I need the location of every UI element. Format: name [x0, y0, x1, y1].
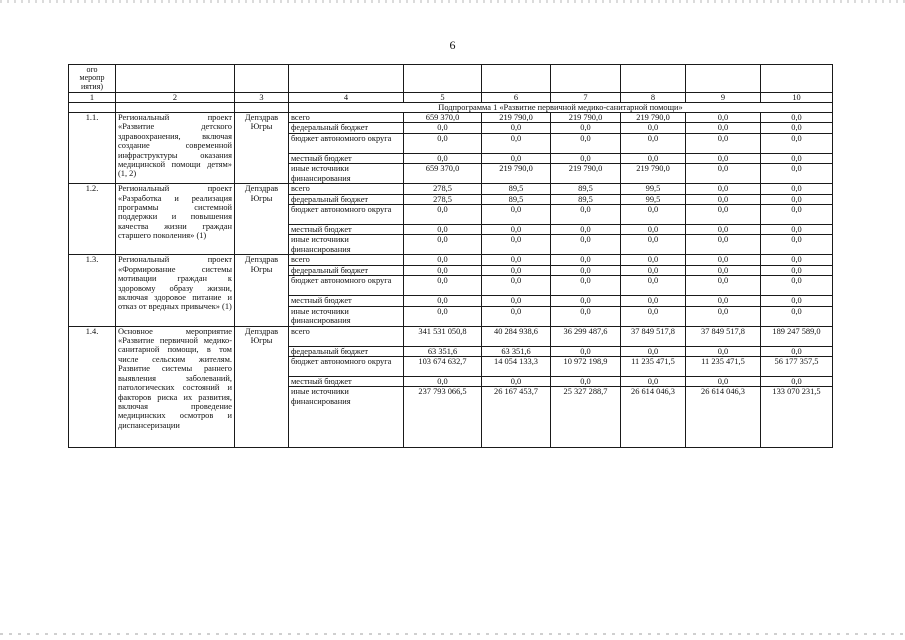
funding-value: 0,0 — [621, 306, 686, 326]
funding-value: 0,0 — [621, 235, 686, 255]
funding-value: 10 972 198,9 — [551, 357, 621, 377]
measure-executor: Депздрав Югры — [235, 184, 289, 255]
funding-value: 0,0 — [686, 225, 761, 235]
funding-value: 0,0 — [404, 306, 482, 326]
funding-value: 0,0 — [621, 123, 686, 133]
funding-value: 0,0 — [482, 276, 551, 296]
funding-value: 0,0 — [761, 265, 833, 275]
funding-source: федеральный бюджет — [289, 123, 404, 133]
measure-number: 1.2. — [69, 184, 116, 255]
funding-value: 0,0 — [482, 377, 551, 387]
scan-artifact-bottom — [0, 633, 905, 635]
funding-value: 0,0 — [482, 306, 551, 326]
funding-value: 0,0 — [621, 346, 686, 356]
funding-value: 0,0 — [404, 123, 482, 133]
column-number-row — [69, 93, 833, 103]
measure-executor: Депздрав Югры — [235, 326, 289, 448]
source-row — [69, 184, 833, 194]
column-number: 7 — [551, 93, 621, 103]
page-number: 6 — [449, 38, 456, 52]
funding-value: 0,0 — [686, 164, 761, 184]
funding-value: 0,0 — [761, 235, 833, 255]
funding-value: 0,0 — [551, 346, 621, 356]
funding-value: 0,0 — [551, 306, 621, 326]
funding-value: 0,0 — [482, 265, 551, 275]
funding-value: 0,0 — [761, 123, 833, 133]
funding-value: 219 790,0 — [621, 113, 686, 123]
column-number: 9 — [686, 93, 761, 103]
funding-value: 26 614 046,3 — [621, 387, 686, 448]
funding-value: 0,0 — [551, 296, 621, 306]
funding-source: бюджет автономного округа — [289, 357, 404, 377]
funding-value: 0,0 — [761, 296, 833, 306]
funding-value: 0,0 — [686, 296, 761, 306]
funding-value: 0,0 — [551, 276, 621, 296]
funding-value: 0,0 — [621, 133, 686, 153]
funding-value: 0,0 — [761, 153, 833, 163]
measure-description: Региональный проект «Разработка и реализация программы системной поддержки и повышения качества жизни граждан старшего поколения» (1) — [116, 184, 235, 255]
funding-source: всего — [289, 113, 404, 123]
source-row — [69, 113, 833, 123]
funding-value: 0,0 — [404, 225, 482, 235]
funding-value: 219 790,0 — [551, 164, 621, 184]
funding-value: 14 054 133,3 — [482, 357, 551, 377]
funding-source: федеральный бюджет — [289, 346, 404, 356]
header-empty-cell — [235, 65, 289, 93]
measure-description: Региональный проект «Развитие детского здравоохранения, включая создание современной инфраструктуры оказания медицинской помощи детям» (1, 2) — [116, 113, 235, 184]
header-empty-cell — [482, 65, 551, 93]
funding-value: 37 849 517,8 — [621, 326, 686, 346]
funding-value: 0,0 — [551, 265, 621, 275]
funding-source: федеральный бюджет — [289, 265, 404, 275]
column-number: 10 — [761, 93, 833, 103]
funding-value: 0,0 — [621, 225, 686, 235]
subprogram-row — [69, 103, 833, 113]
funding-value: 0,0 — [761, 184, 833, 194]
column-number: 8 — [621, 93, 686, 103]
funding-value: 11 235 471,5 — [621, 357, 686, 377]
header-empty-cell — [686, 65, 761, 93]
funding-value: 0,0 — [482, 296, 551, 306]
header-empty-cell — [289, 65, 404, 93]
funding-value: 0,0 — [551, 225, 621, 235]
measure-executor: Депздрав Югры — [235, 255, 289, 326]
funding-value: 0,0 — [761, 276, 833, 296]
funding-value: 0,0 — [761, 306, 833, 326]
funding-value: 278,5 — [404, 184, 482, 194]
funding-value: 63 351,6 — [482, 346, 551, 356]
subprogram-empty-cell — [235, 103, 289, 113]
funding-value: 237 793 066,5 — [404, 387, 482, 448]
funding-value: 0,0 — [551, 205, 621, 225]
measure-number: 1.4. — [69, 326, 116, 448]
funding-value: 36 299 487,6 — [551, 326, 621, 346]
header-empty-cell — [551, 65, 621, 93]
funding-value: 89,5 — [551, 184, 621, 194]
funding-source: бюджет автономного округа — [289, 205, 404, 225]
funding-source: бюджет автономного округа — [289, 276, 404, 296]
funding-value: 0,0 — [621, 276, 686, 296]
header-empty-cell — [761, 65, 833, 93]
funding-value: 0,0 — [621, 255, 686, 265]
funding-source: всего — [289, 255, 404, 265]
funding-value: 0,0 — [404, 235, 482, 255]
funding-value: 99,5 — [621, 194, 686, 204]
funding-value: 659 370,0 — [404, 113, 482, 123]
funding-value: 659 370,0 — [404, 164, 482, 184]
header-fragment-line: ого — [86, 64, 98, 74]
funding-source: местный бюджет — [289, 225, 404, 235]
funding-value: 189 247 589,0 — [761, 326, 833, 346]
funding-value: 0,0 — [686, 123, 761, 133]
header-fragment-line: иятия) — [80, 81, 104, 91]
funding-value: 0,0 — [686, 235, 761, 255]
funding-source: иные источники финансирования — [289, 387, 404, 448]
funding-value: 0,0 — [404, 276, 482, 296]
funding-value: 25 327 288,7 — [551, 387, 621, 448]
funding-value: 0,0 — [404, 296, 482, 306]
funding-value: 40 284 938,6 — [482, 326, 551, 346]
funding-value: 0,0 — [761, 194, 833, 204]
funding-value: 0,0 — [404, 205, 482, 225]
funding-value: 0,0 — [686, 205, 761, 225]
subprogram-title: Подпрограмма 1 «Развитие первичной медико-санитарной помощи» — [289, 103, 833, 113]
funding-value: 63 351,6 — [404, 346, 482, 356]
funding-value: 0,0 — [551, 235, 621, 255]
funding-value: 89,5 — [551, 194, 621, 204]
funding-source: иные источники финансирования — [289, 164, 404, 184]
funding-value: 99,5 — [621, 184, 686, 194]
funding-value: 0,0 — [686, 377, 761, 387]
funding-value: 103 674 632,7 — [404, 357, 482, 377]
funding-value: 0,0 — [686, 276, 761, 296]
funding-value: 219 790,0 — [482, 113, 551, 123]
funding-value: 11 235 471,5 — [686, 357, 761, 377]
funding-source: всего — [289, 326, 404, 346]
funding-value: 0,0 — [404, 377, 482, 387]
funding-value: 26 167 453,7 — [482, 387, 551, 448]
header-empty-cell — [621, 65, 686, 93]
funding-value: 0,0 — [621, 265, 686, 275]
subprogram-empty-cell — [69, 103, 116, 113]
funding-value: 0,0 — [404, 265, 482, 275]
funding-value: 0,0 — [621, 377, 686, 387]
funding-source: иные источники финансирования — [289, 235, 404, 255]
funding-value: 0,0 — [404, 153, 482, 163]
measure-description: Основное мероприятие «Развитие первичной медико-санитарной помощи, в том числе сельским жителям. Развитие системы раннего выявления заболеваний, патологических состояний и факторов риска их развития, включая проведение медицинских осмотров и диспансеризации — [116, 326, 235, 448]
funding-value: 37 849 517,8 — [686, 326, 761, 346]
funding-value: 89,5 — [482, 194, 551, 204]
funding-value: 341 531 050,8 — [404, 326, 482, 346]
column-number: 6 — [482, 93, 551, 103]
funding-value: 0,0 — [482, 225, 551, 235]
funding-value: 0,0 — [761, 205, 833, 225]
funding-value: 89,5 — [482, 184, 551, 194]
column-number: 3 — [235, 93, 289, 103]
funding-value: 0,0 — [551, 133, 621, 153]
funding-value: 0,0 — [621, 153, 686, 163]
funding-value: 0,0 — [482, 235, 551, 255]
funding-source: федеральный бюджет — [289, 194, 404, 204]
column-number: 5 — [404, 93, 482, 103]
funding-value: 219 790,0 — [621, 164, 686, 184]
funding-source: местный бюджет — [289, 153, 404, 163]
funding-source: местный бюджет — [289, 377, 404, 387]
funding-source: иные источники финансирования — [289, 306, 404, 326]
funding-value: 0,0 — [621, 296, 686, 306]
measure-number: 1.1. — [69, 113, 116, 184]
column-number: 2 — [116, 93, 235, 103]
funding-value: 56 177 357,5 — [761, 357, 833, 377]
funding-value: 219 790,0 — [551, 113, 621, 123]
program-budget-table — [68, 64, 833, 448]
funding-value: 0,0 — [482, 133, 551, 153]
funding-value: 0,0 — [761, 164, 833, 184]
funding-value: 278,5 — [404, 194, 482, 204]
funding-value: 0,0 — [686, 133, 761, 153]
funding-value: 0,0 — [686, 306, 761, 326]
funding-value: 0,0 — [482, 123, 551, 133]
measure-executor: Депздрав Югры — [235, 113, 289, 184]
funding-value: 0,0 — [686, 153, 761, 163]
funding-value: 133 070 231,5 — [761, 387, 833, 448]
scan-artifact-top — [0, 0, 905, 3]
funding-value: 0,0 — [551, 255, 621, 265]
funding-value: 219 790,0 — [482, 164, 551, 184]
funding-value: 0,0 — [686, 346, 761, 356]
funding-value: 0,0 — [686, 113, 761, 123]
funding-value: 0,0 — [761, 113, 833, 123]
funding-value: 0,0 — [761, 255, 833, 265]
funding-value: 0,0 — [761, 377, 833, 387]
funding-value: 0,0 — [482, 153, 551, 163]
measure-description: Региональный проект «Формирование системы мотивации граждан к здоровому образу жизни, включая здоровое питание и отказ от вредных привычек» (1) — [116, 255, 235, 326]
funding-value: 26 614 046,3 — [686, 387, 761, 448]
subprogram-empty-cell — [116, 103, 235, 113]
funding-value: 0,0 — [686, 184, 761, 194]
header-fragment-line: меропр — [79, 73, 105, 83]
source-row — [69, 326, 833, 346]
column-number: 1 — [69, 93, 116, 103]
continued-header-row — [69, 65, 833, 93]
funding-value: 0,0 — [761, 133, 833, 153]
funding-value: 0,0 — [482, 255, 551, 265]
funding-value: 0,0 — [761, 346, 833, 356]
header-fragment-cell — [69, 65, 116, 93]
funding-value: 0,0 — [551, 153, 621, 163]
funding-value: 0,0 — [686, 255, 761, 265]
header-empty-cell — [404, 65, 482, 93]
measure-number: 1.3. — [69, 255, 116, 326]
funding-value: 0,0 — [551, 123, 621, 133]
funding-source: бюджет автономного округа — [289, 133, 404, 153]
column-number: 4 — [289, 93, 404, 103]
funding-value: 0,0 — [686, 265, 761, 275]
funding-value: 0,0 — [686, 194, 761, 204]
header-empty-cell — [116, 65, 235, 93]
funding-value: 0,0 — [621, 205, 686, 225]
source-row — [69, 255, 833, 265]
funding-value: 0,0 — [761, 225, 833, 235]
funding-value: 0,0 — [482, 205, 551, 225]
funding-value: 0,0 — [551, 377, 621, 387]
funding-source: местный бюджет — [289, 296, 404, 306]
funding-value: 0,0 — [404, 255, 482, 265]
funding-value: 0,0 — [404, 133, 482, 153]
funding-source: всего — [289, 184, 404, 194]
